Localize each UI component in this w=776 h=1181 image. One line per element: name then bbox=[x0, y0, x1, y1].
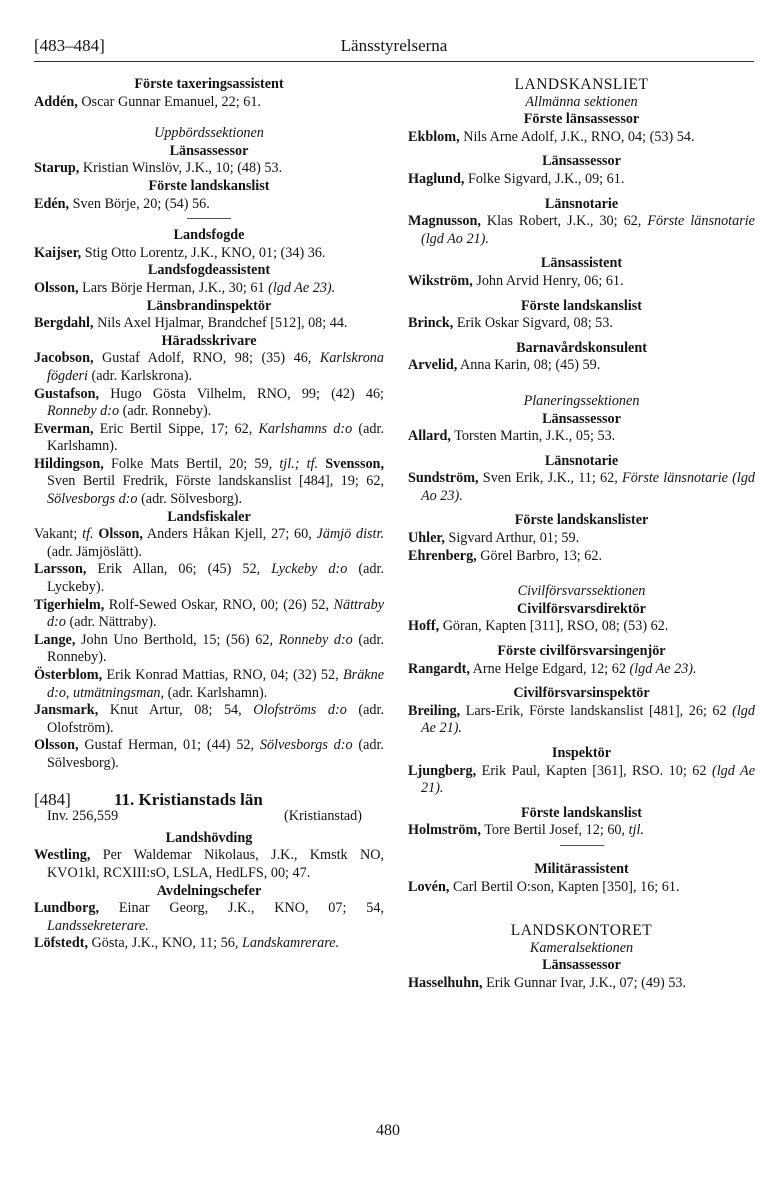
section-heading: Planeringssektionen bbox=[523, 392, 640, 409]
office-title: Länsassessor bbox=[542, 957, 621, 974]
surname: Starup, bbox=[34, 160, 80, 177]
surname: Ekblom, bbox=[408, 128, 460, 145]
entry-details: Anna Karin, 08; (45) 59. bbox=[457, 357, 601, 374]
spacer bbox=[408, 505, 755, 512]
section-heading: Civilförsvarssektionen bbox=[517, 583, 646, 600]
entry-district: Bräkne d:o, utmätningsman, bbox=[47, 667, 384, 701]
separator-rule bbox=[560, 845, 604, 846]
surname: Magnusson, bbox=[408, 213, 481, 230]
person-entry bbox=[34, 702, 384, 737]
person-entry bbox=[34, 421, 384, 456]
entry-details: Hugo Gösta Vilhelm, RNO, 99; (42) 46; bbox=[99, 385, 384, 402]
surname: Brinck, bbox=[408, 315, 454, 332]
person-entry bbox=[34, 350, 384, 385]
entry-note: Landskamrerare. bbox=[241, 935, 340, 952]
office-title: Förste landskanslist bbox=[520, 804, 642, 821]
entry-details: Göran, Kapten [311], RSO, 08; (53) 62. bbox=[439, 618, 669, 635]
office-title: Länsassessor bbox=[542, 153, 621, 170]
person-entry bbox=[408, 703, 755, 738]
entry-details: Gustaf Herman, 01; (44) 52, bbox=[78, 737, 260, 754]
person-entry bbox=[408, 171, 755, 189]
surname: Arvelid, bbox=[408, 357, 458, 374]
surname: Sundström, bbox=[408, 470, 479, 487]
left-column bbox=[34, 76, 384, 953]
office-title: Förste civilförsvarsingenjör bbox=[497, 643, 666, 660]
person-entry bbox=[408, 822, 755, 840]
person-entry bbox=[34, 526, 384, 561]
surname: Haglund, bbox=[408, 170, 465, 187]
person-entry bbox=[34, 280, 384, 298]
person-entry bbox=[408, 975, 755, 993]
entry-details: Klas Robert, J.K., 30; 62, bbox=[480, 213, 648, 230]
person-entry bbox=[408, 428, 755, 446]
spacer bbox=[408, 291, 755, 298]
entry-district: Lyckeby d:o bbox=[271, 561, 348, 578]
person-entry bbox=[408, 357, 755, 375]
entry-details: Sven Bertil Fredrik, Förste landskanslist [484], 19; 62, bbox=[47, 473, 384, 490]
entry-details: John Uno Berthold, 15; (56) 62, bbox=[75, 631, 279, 648]
spacer bbox=[408, 636, 755, 643]
entry-note: Landssekreterare. bbox=[47, 917, 149, 934]
person-entry bbox=[408, 661, 755, 679]
vacancy-label: Vakant; bbox=[34, 526, 83, 543]
person-entry bbox=[408, 618, 755, 636]
department-heading: LANDSKANSLIET bbox=[514, 76, 649, 93]
office-title: Landsfiskaler bbox=[167, 508, 251, 525]
header-rule bbox=[34, 61, 754, 62]
county-name: 11. Kristianstads län bbox=[114, 789, 263, 809]
entry-address: (adr. Karlshamn). bbox=[47, 420, 384, 455]
surname: Svensson, bbox=[325, 455, 384, 472]
entry-details: Arne Helge Edgard, 12; 62 bbox=[469, 660, 630, 677]
county-page-ref: [484] bbox=[34, 789, 71, 809]
entry-details: Erik Konrad Mattias, RNO, 04; (32) 52, bbox=[102, 667, 344, 683]
surname: Allard, bbox=[408, 428, 451, 445]
surname: Edén, bbox=[34, 195, 70, 212]
person-entry bbox=[408, 763, 755, 798]
entry-address: (adr. Ronneby). bbox=[47, 631, 384, 666]
surname: Lundborg, bbox=[34, 900, 100, 917]
surname: Breiling, bbox=[408, 702, 461, 719]
office-title: Länsnotarie bbox=[544, 452, 619, 469]
entry-district: Sölvesborgs d:o bbox=[47, 491, 138, 508]
surname: Hoff, bbox=[408, 618, 440, 635]
person-entry bbox=[408, 470, 755, 505]
person-entry bbox=[34, 597, 384, 632]
office-title: Landshövding bbox=[165, 829, 253, 846]
person-entry bbox=[34, 632, 384, 667]
entry-details: John Arvid Henry, 06; 61. bbox=[472, 272, 624, 289]
person-entry bbox=[34, 935, 384, 953]
person-entry bbox=[34, 900, 384, 935]
section-heading: Uppbördssektionen bbox=[154, 125, 264, 142]
entry-district: Olofströms d:o bbox=[253, 702, 347, 719]
spacer bbox=[408, 446, 755, 453]
entry-details: Erik Oskar Sigvard, 08; 53. bbox=[453, 315, 613, 332]
surname: Olsson, bbox=[93, 526, 143, 543]
person-entry bbox=[408, 879, 755, 897]
office-title: Militärassistent bbox=[534, 860, 629, 877]
office-title: Civilförsvarsdirektör bbox=[517, 600, 646, 617]
entry-address: (adr. Ronneby). bbox=[119, 403, 212, 420]
entry-address: (adr. Karlskrona). bbox=[87, 367, 192, 384]
entry-details: Tore Bertil Josef, 12; 60, bbox=[480, 822, 629, 839]
entry-details: Sigvard Arthur, 01; 59. bbox=[444, 530, 580, 547]
entry-details: Oscar Gunnar Emanuel, 22; 61. bbox=[77, 93, 261, 110]
entry-details: Carl Bertil O:son, Kapten [350], 16; 61. bbox=[449, 878, 680, 895]
person-entry bbox=[34, 196, 384, 214]
person-entry bbox=[34, 386, 384, 421]
person-entry bbox=[34, 667, 384, 702]
entry-address: (adr. Sölvesborg). bbox=[47, 737, 384, 771]
entry-note: Förste länsnotarie (lgd Ao 21). bbox=[421, 213, 755, 247]
entry-note: (lgd Ae 23). bbox=[268, 279, 336, 296]
office-title: Civilförsvarsinspektör bbox=[513, 685, 650, 702]
office-title: Inspektör bbox=[551, 745, 612, 761]
entry-details: Torsten Martin, J.K., 05; 53. bbox=[450, 428, 616, 445]
entry-note: Förste länsnotarie (lgd Ao 23). bbox=[421, 470, 756, 504]
county-info bbox=[34, 808, 384, 826]
running-title: Länsstyrelserna bbox=[340, 36, 448, 55]
office-title: Länsassistent bbox=[540, 255, 623, 272]
entry-details: Gösta, J.K., KNO, 11; 56, bbox=[88, 935, 242, 952]
entry-district: Karlshamns d:o bbox=[258, 420, 353, 437]
surname: Löfstedt, bbox=[34, 935, 88, 952]
surname: Jansmark, bbox=[34, 702, 99, 719]
office-title: Länsassessor bbox=[542, 410, 621, 427]
entry-details: Per Waldemar Nikolaus, J.K., Kmstk NO, KVO1kl, RCXIII:sO, LSLA, HedLFS, 00; 47. bbox=[47, 847, 384, 881]
spacer bbox=[408, 854, 755, 861]
entry-details: Rolf-Sewed Oskar, RNO, 00; (26) 52, bbox=[104, 596, 334, 613]
person-entry bbox=[34, 94, 384, 112]
spacer bbox=[408, 248, 755, 255]
entry-details: Folke Mats Bertil, 20; 59, bbox=[103, 455, 280, 472]
entry-address: (adr. Sölvesborg). bbox=[137, 491, 243, 508]
entry-details: Lars Börje Herman, J.K., 30; 61 bbox=[78, 279, 269, 296]
surname: Westling, bbox=[34, 847, 91, 864]
office-title: Förste landskanslist bbox=[148, 177, 270, 194]
surname: Olsson, bbox=[34, 737, 79, 754]
entry-details: Kristian Winslöv, J.K., 10; (48) 53. bbox=[79, 160, 283, 177]
entry-district: Jämjö distr. bbox=[316, 526, 384, 543]
surname: Lovén, bbox=[408, 878, 450, 895]
surname: Wikström, bbox=[408, 272, 473, 289]
entry-details: Erik Gunnar Ivar, J.K., 07; (49) 53. bbox=[482, 974, 687, 991]
spacer bbox=[408, 189, 755, 196]
section-heading: Kameralsektionen bbox=[529, 939, 634, 956]
right-column bbox=[408, 76, 755, 993]
entry-note: (lgd Ae 21). bbox=[421, 702, 755, 737]
person-entry bbox=[408, 548, 755, 566]
office-title: Förste länsassessor bbox=[523, 111, 640, 128]
surname: Bergdahl, bbox=[34, 315, 94, 332]
surname: Rangardt, bbox=[408, 660, 470, 677]
entry-details: Folke Sigvard, J.K., 09; 61. bbox=[464, 170, 625, 187]
surname: Larsson, bbox=[34, 561, 87, 578]
person-entry bbox=[34, 245, 384, 263]
office-title: Barnavårdskonsulent bbox=[516, 339, 647, 356]
surname: Österblom, bbox=[34, 667, 103, 683]
spacer bbox=[408, 738, 755, 745]
person-entry bbox=[408, 129, 755, 147]
person-entry bbox=[34, 456, 384, 509]
entry-address: (adr. Nättraby). bbox=[65, 614, 157, 631]
spacer bbox=[408, 798, 755, 805]
surname: Gustafson, bbox=[34, 385, 100, 402]
person-entry bbox=[34, 315, 384, 333]
entry-note: tjl.; tf. bbox=[279, 455, 319, 472]
acting-label: tf. bbox=[82, 526, 94, 543]
surname: Ljungberg, bbox=[408, 762, 477, 779]
person-entry bbox=[408, 315, 755, 333]
office-title: Landsfogde bbox=[173, 227, 245, 244]
office-title: Förste taxeringsassistent bbox=[134, 76, 284, 92]
office-title: Länsassessor bbox=[169, 142, 249, 159]
surname: Addén, bbox=[34, 93, 78, 110]
entry-details: Nils Axel Hjalmar, Brandchef [512], 08; 44. bbox=[93, 315, 348, 332]
person-entry bbox=[34, 561, 384, 596]
county-seat: (Kristianstad) bbox=[283, 808, 362, 825]
entry-district: Ronneby d:o bbox=[278, 631, 353, 648]
spacer bbox=[408, 333, 755, 340]
office-title: Häradsskrivare bbox=[161, 332, 257, 349]
surname: Hildingson, bbox=[34, 455, 104, 472]
entry-details: Eric Bertil Sippe, 17; 62, bbox=[93, 420, 259, 437]
entry-district: Ronneby d:o bbox=[47, 403, 120, 420]
office-title: Förste landskanslist bbox=[520, 297, 642, 314]
entry-details: Lars-Erik, Förste landskanslist [481], 26; 62 bbox=[460, 702, 733, 719]
person-entry bbox=[408, 530, 755, 548]
entry-details: Nils Arne Adolf, J.K., RNO, 04; (53) 54. bbox=[459, 128, 695, 145]
entry-address: (adr. Olofström). bbox=[47, 702, 385, 736]
page-number: 480 bbox=[376, 1122, 400, 1139]
spacer bbox=[408, 146, 755, 153]
entry-address: (adr. Jämjöslätt). bbox=[47, 543, 142, 560]
entry-district: Karlskrona fögderi bbox=[47, 350, 384, 384]
entry-details: Einar Georg, J.K., KNO, 07; 54, bbox=[99, 900, 384, 917]
section-heading: Allmänna sektionen bbox=[525, 93, 638, 110]
person-entry bbox=[34, 847, 384, 882]
surname: Holmström, bbox=[408, 822, 481, 839]
office-title: Landsfogdeassistent bbox=[147, 262, 271, 279]
entry-details: Görel Barbro, 13; 62. bbox=[476, 547, 603, 564]
entry-details: Gustaf Adolf, RNO, 98; (35) 46, bbox=[93, 350, 320, 367]
page-range: [483–484] bbox=[34, 36, 105, 55]
surname: Everman, bbox=[34, 420, 94, 437]
surname: Hasselhuhn, bbox=[408, 974, 483, 991]
entry-note: (lgd Ae 23). bbox=[629, 660, 697, 677]
office-title: Länsnotarie bbox=[544, 195, 619, 212]
separator-rule bbox=[187, 218, 231, 219]
entry-details: Stig Otto Lorentz, J.K., KNO, 01; (34) 36. bbox=[81, 244, 326, 261]
entry-details: Sven Börje, 20; (54) 56. bbox=[69, 195, 210, 212]
department-heading: LANDSKONTORET bbox=[510, 922, 653, 940]
page-header bbox=[34, 36, 754, 58]
office-title: Avdelningschefer bbox=[156, 882, 262, 899]
surname: Jacobson, bbox=[34, 350, 94, 367]
entry-details: Sven Erik, J.K., 11; 62, bbox=[478, 470, 623, 487]
surname: Kaijser, bbox=[34, 244, 82, 261]
surname: Lange, bbox=[34, 631, 76, 648]
office-title: Länsbrandinspektör bbox=[146, 297, 272, 314]
entry-note: (lgd Ae 21). bbox=[421, 762, 756, 797]
entry-details: Anders Håkan Kjell, 27; 60, bbox=[142, 526, 317, 543]
person-entry bbox=[34, 160, 384, 178]
entry-details: Knut Artur, 08; 54, bbox=[98, 702, 254, 719]
entry-address: (adr. Karlshamn). bbox=[164, 684, 268, 701]
spacer bbox=[408, 678, 755, 685]
surname: Uhler, bbox=[408, 530, 445, 547]
person-entry bbox=[408, 273, 755, 291]
entry-district: Nättraby d:o bbox=[47, 596, 384, 631]
entry-district: Sölvesborgs d:o bbox=[259, 737, 353, 754]
county-heading bbox=[34, 791, 384, 809]
office-title: Förste landskanslister bbox=[514, 512, 649, 529]
surname: Olsson, bbox=[34, 279, 79, 296]
person-entry bbox=[34, 737, 384, 772]
person-entry bbox=[408, 213, 755, 248]
entry-details: Erik Allan, 06; (45) 52, bbox=[86, 561, 272, 578]
population: Inv. 256,559 bbox=[47, 808, 119, 825]
entry-note: tjl. bbox=[628, 822, 644, 839]
entry-details: Erik Paul, Kapten [361], RSO. 10; 62 bbox=[476, 762, 712, 779]
surname: Tigerhielm, bbox=[34, 596, 105, 613]
surname: Ehrenberg, bbox=[408, 547, 477, 564]
entry-address: (adr. Lyckeby). bbox=[47, 561, 384, 596]
